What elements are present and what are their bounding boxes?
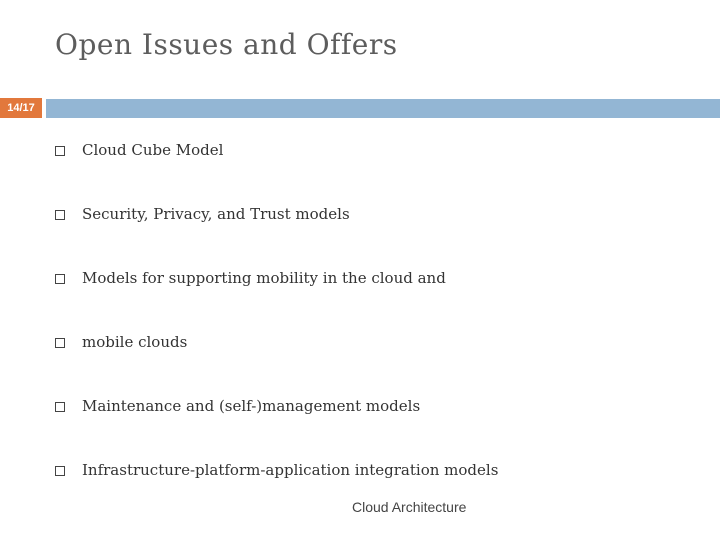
- bullet-text: Security, Privacy, and Trust models: [82, 205, 350, 223]
- square-bullet-icon: [55, 466, 65, 476]
- bullet-text: mobile clouds: [82, 333, 188, 351]
- square-bullet-icon: [55, 274, 65, 284]
- header-rule-bar: [46, 99, 720, 118]
- bullet-item: [55, 182, 498, 246]
- bullet-text: Maintenance and (self-)management models: [82, 397, 421, 415]
- bullet-text: Models for supporting mobility in the cloud and: [82, 269, 446, 287]
- bullet-text: Infrastructure-platform-application integration models: [82, 461, 499, 479]
- bullet-item: [55, 438, 498, 502]
- page-number-badge: 14/17: [0, 98, 42, 118]
- square-bullet-icon: [55, 210, 65, 220]
- square-bullet-icon: [55, 402, 65, 412]
- bullet-text: Cloud Cube Model: [82, 141, 224, 159]
- slide-footer: Cloud Architecture: [352, 499, 467, 515]
- square-bullet-icon: [55, 338, 65, 348]
- bullet-list: [55, 118, 498, 502]
- bullet-item: [55, 374, 498, 438]
- square-bullet-icon: [55, 146, 65, 156]
- bullet-item: [55, 118, 498, 182]
- bullet-item: [55, 246, 498, 310]
- bullet-item: [55, 310, 498, 374]
- slide-title: Open Issues and Offers: [55, 28, 398, 61]
